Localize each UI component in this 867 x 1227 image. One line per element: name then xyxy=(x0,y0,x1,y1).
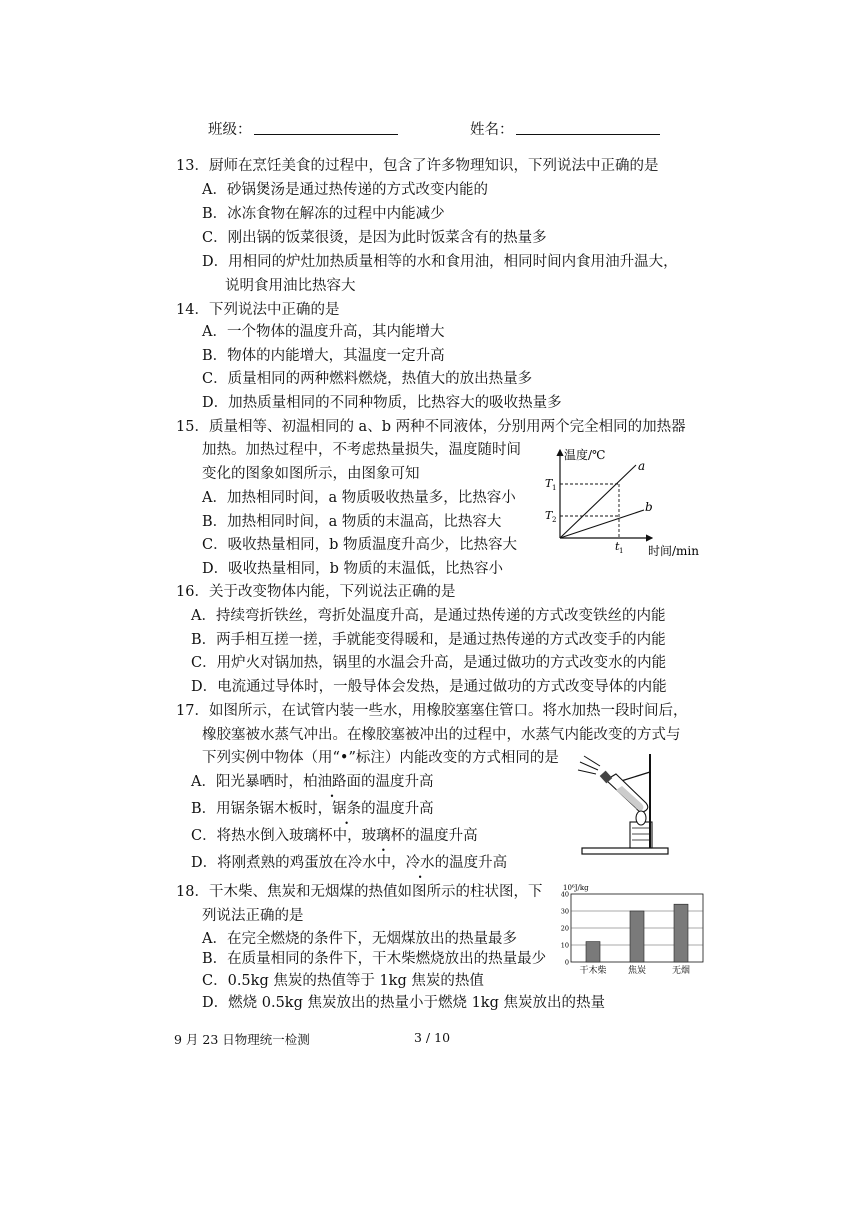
q17-option-a xyxy=(191,770,433,791)
q16-option-d: D．电流通过导体时，一般导体会发热，是通过做功的方式改变导体的内能 xyxy=(191,679,667,695)
stand-base xyxy=(582,848,668,854)
t1-sub: 1 xyxy=(552,484,557,492)
label-b: b xyxy=(645,500,653,514)
q17c-marked: 玻璃杯 xyxy=(361,828,406,844)
name-label: 姓名： xyxy=(470,122,514,138)
category-label: 干木柴 xyxy=(579,966,607,976)
q14-option-b: B．物体的内能增大，其温度一定升高 xyxy=(202,348,445,364)
question-17-stem-1: 17．如图所示，在试管内装一些水，用橡胶塞塞住管口。将水加热一段时间后， xyxy=(176,703,688,719)
q17d-post: 的温度升高 xyxy=(434,855,508,871)
q17-option-b xyxy=(191,797,434,818)
q17-option-d xyxy=(191,851,507,872)
q17c-post: 的温度升高 xyxy=(405,828,478,844)
question-15-stem-1: 15．质量相等、初温相同的 a、b 两种不同液体，分别用两个完全相同的加热器 xyxy=(176,419,686,435)
q17-option-c xyxy=(191,824,478,845)
q18-option-c: C．0.5kg 焦炭的热值等于 1kg 焦炭的热值 xyxy=(202,973,484,989)
chart-bars xyxy=(586,904,688,962)
class-input-line[interactable] xyxy=(254,134,398,135)
q13-option-d-cont: 说明食用油比热容大 xyxy=(225,278,356,294)
q17b-post: 的温度升高 xyxy=(361,801,434,817)
chart-ylabel: 10⁶J/kg xyxy=(563,884,589,892)
name-input-line[interactable] xyxy=(516,134,660,135)
q17a-marked: 柏油路面 xyxy=(302,774,361,790)
q16-option-c: C．用炉火对锅加热，锅里的水温会升高，是通过做功的方式改变水的内能 xyxy=(191,655,667,671)
q17a-post: 的温度升高 xyxy=(360,774,434,790)
q15-option-d: D．吸收热量相同，b 物质的末温低，比热容小 xyxy=(202,561,504,577)
y-tick-label: 40 xyxy=(560,890,569,899)
t1-label: T xyxy=(545,477,553,490)
y-tick-label: 30 xyxy=(560,907,569,916)
question-15-stem-3: 变化的图象如图所示，由图象可知 xyxy=(202,466,420,482)
q14-option-a: A．一个物体的温度升高，其内能增大 xyxy=(202,324,445,340)
category-label: 焦炭 xyxy=(627,966,647,976)
question-17-stem-2: 橡胶塞被水蒸气冲出。在橡胶塞被冲出的过程中，水蒸气内能改变的方式与 xyxy=(202,727,681,743)
time-mark-sub: 1 xyxy=(619,547,624,555)
q13-option-b: B．冰冻食物在解冻的过程中内能减少 xyxy=(202,206,445,222)
q17d-marked: 冷水 xyxy=(405,855,435,871)
chart-ticks xyxy=(561,891,569,967)
temperature-time-graph xyxy=(540,446,700,558)
question-17-stem-3: 下列实例中物体（用“•”标注）内能改变的方式相同的是 xyxy=(202,750,559,766)
q17a-pre: A．阳光暴晒时， xyxy=(191,774,303,790)
question-14-stem: 14．下列说法中正确的是 xyxy=(176,302,340,318)
footer-exam-title: 9 月 23 日物理统一检测 xyxy=(174,1032,310,1047)
question-13-stem: 13．厨师在烹饪美食的过程中，包含了许多物理知识，下列说法中正确的是 xyxy=(176,158,659,174)
q18-option-b: B．在质量相同的条件下，干木柴燃烧放出的热量最少 xyxy=(202,951,547,967)
q15-option-c: C．吸收热量相同，b 物质温度升高少，比热容大 xyxy=(202,537,517,553)
graph-xlabel: 时间/min xyxy=(648,544,699,558)
q17b-marked: 锯条 xyxy=(332,801,362,817)
t2-sub: 2 xyxy=(552,516,557,524)
footer-page-number: 3 / 10 xyxy=(414,1030,451,1045)
question-16-stem: 16．关于改变物体内能，下列说法正确的是 xyxy=(176,584,456,600)
class-label: 班级： xyxy=(208,122,252,138)
q13-option-d: D．用相同的炉灶加热质量相等的水和食用油，相同时间内食用油升温大， xyxy=(202,254,678,270)
flame xyxy=(636,811,646,825)
chart-categories xyxy=(579,964,690,976)
steam-lines xyxy=(578,756,600,774)
q15-option-b: B．加热相同时间，a 物质的末温高，比热容大 xyxy=(202,514,502,530)
q15-option-a: A．加热相同时间，a 物质吸收热量多，比热容小 xyxy=(202,490,516,506)
line-a xyxy=(560,465,636,538)
line-b xyxy=(560,510,644,538)
test-tube-apparatus-figure xyxy=(572,748,680,860)
t2-label: T xyxy=(545,509,553,522)
heat-value-bar-chart xyxy=(555,882,705,978)
q16-option-b: B．两手相互搓一搓，手就能变得暖和，是通过热传递的方式改变手的内能 xyxy=(191,632,666,648)
bar-焦炭 xyxy=(630,911,644,962)
question-18-stem-2: 列说法正确的是 xyxy=(202,908,304,924)
q18-option-d: D．燃烧 0.5kg 焦炭放出的热量小于燃烧 1kg 焦炭放出的热量 xyxy=(202,995,605,1011)
q13-option-a: A．砂锅煲汤是通过热传递的方式改变内能的 xyxy=(202,182,488,198)
y-tick-label: 10 xyxy=(560,941,569,950)
q17d-pre: D．将刚煮熟的鸡蛋放在冷水中， xyxy=(191,855,406,871)
q13-option-c: C．刚出锅的饭菜很烫，是因为此时饭菜含有的热量多 xyxy=(202,230,547,246)
bar-无烟 xyxy=(674,904,688,962)
burner-stand xyxy=(630,822,652,848)
q18-option-a: A．在完全燃烧的条件下，无烟煤放出的热量最多 xyxy=(202,931,517,947)
q16-option-a: A．持续弯折铁丝，弯折处温度升高，是通过热传递的方式改变铁丝的内能 xyxy=(191,608,666,624)
q17c-pre: C．将热水倒入玻璃杯中， xyxy=(191,828,362,844)
burner-hatch xyxy=(632,828,650,840)
category-label: 无烟 xyxy=(671,966,691,976)
y-tick-label: 20 xyxy=(560,924,569,933)
time-mark: t xyxy=(615,540,620,553)
q14-option-d: D．加热质量相同的不同种物质，比热容大的吸收热量多 xyxy=(202,395,562,411)
bar-干木柴 xyxy=(586,942,600,962)
label-a: a xyxy=(638,459,646,473)
question-15-stem-2: 加热。加热过程中，不考虑热量损失，温度随时间 xyxy=(202,442,521,458)
q17b-pre: B．用锯条锯木板时， xyxy=(191,801,333,817)
graph-ylabel: 温度/℃ xyxy=(564,448,606,462)
question-18-stem-1: 18．干木柴、焦炭和无烟煤的热值如图所示的柱状图，下 xyxy=(176,884,543,900)
q14-option-c: C．质量相同的两种燃料燃烧，热值大的放出热量多 xyxy=(202,371,533,387)
y-tick-label: 0 xyxy=(564,958,569,967)
